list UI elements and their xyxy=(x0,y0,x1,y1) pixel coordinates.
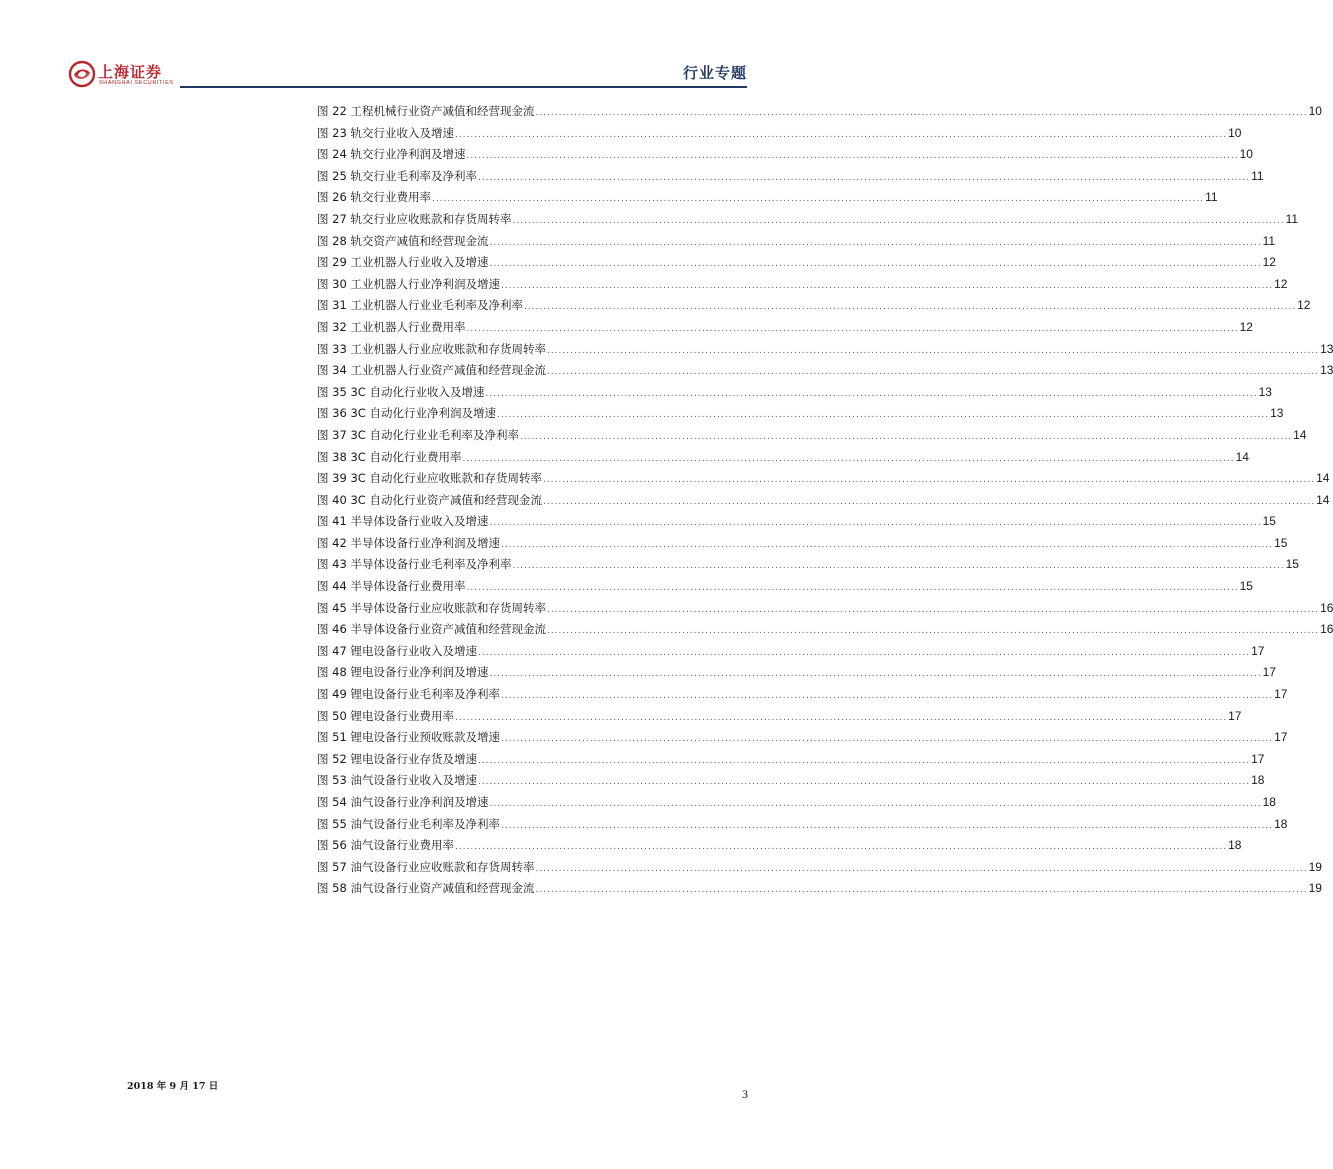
toc-entry-label[interactable]: 图 27 轨交行业应收账款和存货周转率 xyxy=(317,211,512,226)
toc-entry[interactable] xyxy=(317,123,1242,145)
toc-entry-page[interactable]: 11 xyxy=(1205,190,1218,205)
toc-entry-label[interactable]: 图 25 轨交行业毛利率及净利率 xyxy=(317,168,477,183)
toc-entry-label[interactable]: 图 29 工业机器人行业收入及增速 xyxy=(317,255,489,270)
toc-entry-label[interactable]: 图 34 工业机器人行业资产减值和经营现金流 xyxy=(317,363,546,378)
toc-entry-page[interactable]: 15 xyxy=(1285,557,1299,572)
toc-entry[interactable] xyxy=(317,684,1288,706)
toc-entry-label[interactable]: 图 54 油气设备行业净利润及增速 xyxy=(317,795,489,809)
toc-entry-label[interactable]: 图 57 油气设备行业应收账款和存货周转率 xyxy=(317,859,535,874)
toc-entry-page[interactable]: 10 xyxy=(1228,125,1242,140)
shanghai-securities-logo-icon xyxy=(68,60,96,88)
toc-entry-page[interactable]: 12 xyxy=(1274,276,1288,291)
figure-index-list xyxy=(317,101,1333,900)
toc-entry-label[interactable]: 图 42 半导体设备行业净利润及增速 xyxy=(317,535,500,550)
toc-entry-page[interactable]: 14 xyxy=(1293,427,1307,442)
toc-dot-leader: ........................................................................................................................................................................................................ xyxy=(542,496,1316,507)
toc-dot-leader: ........................................................................................................................................................................................................ xyxy=(477,172,1251,183)
toc-entry[interactable] xyxy=(317,339,1333,361)
toc-entry-label[interactable]: 图 30 工业机器人行业净利润及增速 xyxy=(317,276,500,291)
toc-dot-leader: ........................................................................................................................................................................................................ xyxy=(500,539,1274,550)
toc-entry[interactable] xyxy=(317,382,1272,404)
toc-entry-page[interactable]: 12 xyxy=(1239,319,1253,334)
toc-dot-leader: ........................................................................................................................................................................................................ xyxy=(489,237,1262,248)
toc-entry[interactable] xyxy=(317,727,1288,749)
toc-entry-label[interactable]: 图 24 轨交行业净利润及增速 xyxy=(317,147,466,162)
toc-dot-leader: ........................................................................................................................................................................................................ xyxy=(546,367,1320,378)
page-title: 行业专题 xyxy=(682,64,747,82)
header-divider xyxy=(180,86,747,88)
toc-entry[interactable] xyxy=(317,447,1249,469)
toc-entry[interactable] xyxy=(317,554,1299,576)
toc-dot-leader: ........................................................................................................................................................................................................ xyxy=(512,215,1285,226)
toc-entry-label[interactable]: 图 45 半导体设备行业应收账款和存货周转率 xyxy=(317,600,546,615)
toc-entry-label[interactable]: 图 49 锂电设备行业毛利率及净利率 xyxy=(317,687,500,702)
toc-entry-label[interactable]: 图 52 锂电设备行业存货及增速 xyxy=(317,751,477,766)
toc-entry[interactable] xyxy=(317,878,1322,900)
toc-entry[interactable] xyxy=(317,252,1276,274)
toc-entry-page[interactable]: 12 xyxy=(1297,298,1311,313)
toc-entry-page[interactable]: 17 xyxy=(1251,751,1265,766)
toc-entry-label[interactable]: 图 22 工程机械行业资产减值和经营现金流 xyxy=(317,104,535,118)
toc-dot-leader: ........................................................................................................................................................................................................ xyxy=(489,669,1262,680)
toc-entry[interactable] xyxy=(317,814,1288,836)
toc-entry[interactable] xyxy=(317,641,1265,663)
toc-entry-label[interactable]: 图 46 半导体设备行业资产减值和经营现金流 xyxy=(317,622,546,637)
toc-entry-label[interactable]: 图 55 油气设备行业毛利率及净利率 xyxy=(317,816,500,831)
toc-entry-page[interactable]: 12 xyxy=(1262,255,1276,270)
toc-dot-leader: ........................................................................................................................................................................................................ xyxy=(466,323,1239,334)
toc-entry[interactable] xyxy=(317,231,1276,253)
toc-entry[interactable] xyxy=(317,209,1299,231)
toc-dot-leader: ........................................................................................................................................................................................................ xyxy=(489,518,1262,529)
toc-dot-leader: ........................................................................................................................................................................................................ xyxy=(462,453,1235,464)
toc-entry-page[interactable]: 18 xyxy=(1274,816,1288,831)
toc-entry-page[interactable]: 17 xyxy=(1274,730,1288,745)
toc-entry-page[interactable]: 17 xyxy=(1274,687,1288,702)
toc-entry[interactable] xyxy=(317,144,1253,166)
toc-entry-label[interactable]: 图 38 3C 自动化行业费用率 xyxy=(317,449,462,464)
toc-entry-label[interactable]: 图 48 锂电设备行业净利润及增速 xyxy=(317,665,489,680)
toc-entry-page[interactable]: 13 xyxy=(1320,341,1333,356)
toc-entry-page[interactable]: 13 xyxy=(1258,384,1272,399)
toc-entry-page[interactable]: 18 xyxy=(1228,838,1242,853)
toc-entry-label[interactable]: 图 50 锂电设备行业费用率 xyxy=(317,708,454,723)
toc-entry-page[interactable]: 11 xyxy=(1251,168,1264,183)
toc-entry-label[interactable]: 图 40 3C 自动化行业资产减值和经营现金流 xyxy=(317,492,542,507)
toc-entry[interactable] xyxy=(317,187,1218,209)
toc-entry-label[interactable]: 图 39 3C 自动化行业应收账款和存货周转率 xyxy=(317,471,542,486)
toc-entry-page[interactable]: 17 xyxy=(1228,708,1242,723)
toc-dot-leader: ........................................................................................................................................................................................................ xyxy=(523,302,1297,313)
report-date: 2018 年 9 月 17 日 xyxy=(127,1081,219,1092)
toc-dot-leader: ........................................................................................................................................................................................................ xyxy=(500,280,1274,291)
toc-dot-leader: ........................................................................................................................................................................................................ xyxy=(454,712,1228,723)
toc-dot-leader: ........................................................................................................................................................................................................ xyxy=(535,108,1308,118)
toc-dot-leader: ........................................................................................................................................................................................................ xyxy=(454,842,1228,853)
toc-entry[interactable] xyxy=(317,792,1276,814)
company-logo xyxy=(68,60,178,90)
toc-entry-page[interactable]: 14 xyxy=(1316,492,1330,507)
toc-entry-label[interactable]: 图 35 3C 自动化行业收入及增速 xyxy=(317,384,485,399)
toc-dot-leader: ........................................................................................................................................................................................................ xyxy=(454,129,1228,140)
toc-entry-page[interactable]: 17 xyxy=(1251,643,1265,658)
toc-entry[interactable] xyxy=(317,662,1276,684)
logo-text-cn: 上海证券 xyxy=(98,63,163,81)
toc-entry-page[interactable]: 11 xyxy=(1285,211,1299,226)
toc-dot-leader: ........................................................................................................................................................................................................ xyxy=(489,259,1262,270)
toc-entry-page[interactable]: 11 xyxy=(1262,233,1276,248)
toc-entry-page[interactable]: 10 xyxy=(1239,147,1253,162)
toc-entry-page[interactable]: 17 xyxy=(1262,665,1276,680)
toc-entry-label[interactable]: 图 43 半导体设备行业毛利率及净利率 xyxy=(317,557,512,572)
toc-entry-page[interactable]: 19 xyxy=(1308,881,1322,896)
toc-entry-page[interactable]: 18 xyxy=(1251,773,1265,788)
toc-entry[interactable] xyxy=(317,770,1265,792)
toc-dot-leader: ........................................................................................................................................................................................................ xyxy=(546,345,1320,356)
toc-entry[interactable] xyxy=(317,360,1333,382)
toc-entry-label[interactable]: 图 31 工业机器人行业业毛利率及净利率 xyxy=(317,298,523,313)
toc-entry-label[interactable]: 图 44 半导体设备行业费用率 xyxy=(317,579,466,594)
toc-entry-label[interactable]: 图 41 半导体设备行业收入及增速 xyxy=(317,514,489,529)
toc-entry[interactable] xyxy=(317,166,1264,188)
toc-entry-label[interactable]: 图 28 轨交资产减值和经营现金流 xyxy=(317,233,489,248)
toc-dot-leader: ........................................................................................................................................................................................................ xyxy=(519,431,1293,442)
toc-entry-label[interactable]: 图 26 轨交行业费用率 xyxy=(317,190,431,205)
toc-entry[interactable] xyxy=(317,425,1307,447)
toc-entry-label[interactable]: 图 23 轨交行业收入及增速 xyxy=(317,125,454,140)
toc-entry-page[interactable]: 19 xyxy=(1308,859,1322,874)
toc-dot-leader: ........................................................................................................................................................................................................ xyxy=(477,647,1251,658)
toc-entry[interactable] xyxy=(317,511,1276,533)
page-header xyxy=(0,0,827,100)
toc-dot-leader: ........................................................................................................................................................................................................ xyxy=(466,583,1239,594)
toc-entry-label[interactable]: 图 56 油气设备行业费用率 xyxy=(317,838,454,853)
toc-entry-page[interactable]: 14 xyxy=(1316,471,1330,486)
toc-entry-page[interactable]: 10 xyxy=(1308,104,1322,118)
toc-entry-label[interactable]: 图 53 油气设备行业收入及增速 xyxy=(317,773,477,788)
toc-entry-page[interactable]: 15 xyxy=(1262,514,1276,529)
toc-entry-page[interactable]: 15 xyxy=(1239,579,1253,594)
toc-entry[interactable] xyxy=(317,101,1322,123)
toc-entry-label[interactable]: 图 47 锂电设备行业收入及增速 xyxy=(317,643,477,658)
toc-entry[interactable] xyxy=(317,835,1242,857)
toc-dot-leader: ........................................................................................................................................................................................................ xyxy=(542,475,1316,486)
toc-entry-page[interactable]: 18 xyxy=(1262,795,1276,809)
toc-dot-leader: ........................................................................................................................................................................................................ xyxy=(477,755,1251,766)
toc-entry[interactable] xyxy=(317,749,1265,771)
toc-entry-page[interactable]: 14 xyxy=(1235,449,1249,464)
toc-entry-page[interactable]: 16 xyxy=(1320,622,1333,637)
toc-entry-page[interactable]: 13 xyxy=(1270,406,1284,421)
toc-entry-label[interactable]: 图 37 3C 自动化行业业毛利率及净利率 xyxy=(317,427,519,442)
toc-entry-label[interactable]: 图 36 3C 自动化行业净利润及增速 xyxy=(317,406,496,421)
toc-entry-page[interactable]: 16 xyxy=(1320,600,1333,615)
toc-dot-leader: ........................................................................................................................................................................................................ xyxy=(546,604,1320,615)
toc-dot-leader: ........................................................................................................................................................................................................ xyxy=(500,734,1274,745)
toc-entry-page[interactable]: 15 xyxy=(1274,535,1288,550)
toc-entry[interactable] xyxy=(317,295,1311,317)
toc-entry-page[interactable]: 13 xyxy=(1320,363,1333,378)
toc-entry[interactable] xyxy=(317,576,1253,598)
toc-entry-label[interactable]: 图 58 油气设备行业资产减值和经营现金流 xyxy=(317,881,535,896)
toc-entry[interactable] xyxy=(317,857,1322,879)
toc-dot-leader: ........................................................................................................................................................................................................ xyxy=(512,561,1285,572)
toc-dot-leader: ........................................................................................................................................................................................................ xyxy=(431,194,1205,205)
toc-entry[interactable] xyxy=(317,274,1288,296)
toc-dot-leader: ........................................................................................................................................................................................................ xyxy=(489,799,1262,809)
toc-entry-label[interactable]: 图 33 工业机器人行业应收账款和存货周转率 xyxy=(317,341,546,356)
toc-dot-leader: ........................................................................................................................................................................................................ xyxy=(500,820,1274,831)
toc-entry[interactable] xyxy=(317,533,1288,555)
toc-dot-leader: ........................................................................................................................................................................................................ xyxy=(500,691,1274,702)
toc-entry[interactable] xyxy=(317,598,1333,620)
toc-entry[interactable] xyxy=(317,403,1284,425)
toc-dot-leader: ........................................................................................................................................................................................................ xyxy=(466,151,1239,162)
toc-entry[interactable] xyxy=(317,468,1330,490)
logo-text-en: SHANGHAI SECURITIES xyxy=(99,80,174,86)
toc-dot-leader: ........................................................................................................................................................................................................ xyxy=(535,863,1308,874)
toc-entry-label[interactable]: 图 32 工业机器人行业费用率 xyxy=(317,319,466,334)
toc-entry[interactable] xyxy=(317,619,1333,641)
page-number: 3 xyxy=(742,1087,748,1101)
toc-dot-leader: ........................................................................................................................................................................................................ xyxy=(477,777,1251,788)
toc-entry[interactable] xyxy=(317,706,1242,728)
toc-dot-leader: ........................................................................................................................................................................................................ xyxy=(496,410,1270,421)
toc-dot-leader: ........................................................................................................................................................................................................ xyxy=(546,626,1320,637)
toc-entry[interactable] xyxy=(317,317,1253,339)
toc-dot-leader: ........................................................................................................................................................................................................ xyxy=(535,885,1308,896)
toc-entry[interactable] xyxy=(317,490,1330,512)
toc-entry-label[interactable]: 图 51 锂电设备行业预收账款及增速 xyxy=(317,730,500,745)
toc-dot-leader: ........................................................................................................................................................................................................ xyxy=(485,388,1258,399)
